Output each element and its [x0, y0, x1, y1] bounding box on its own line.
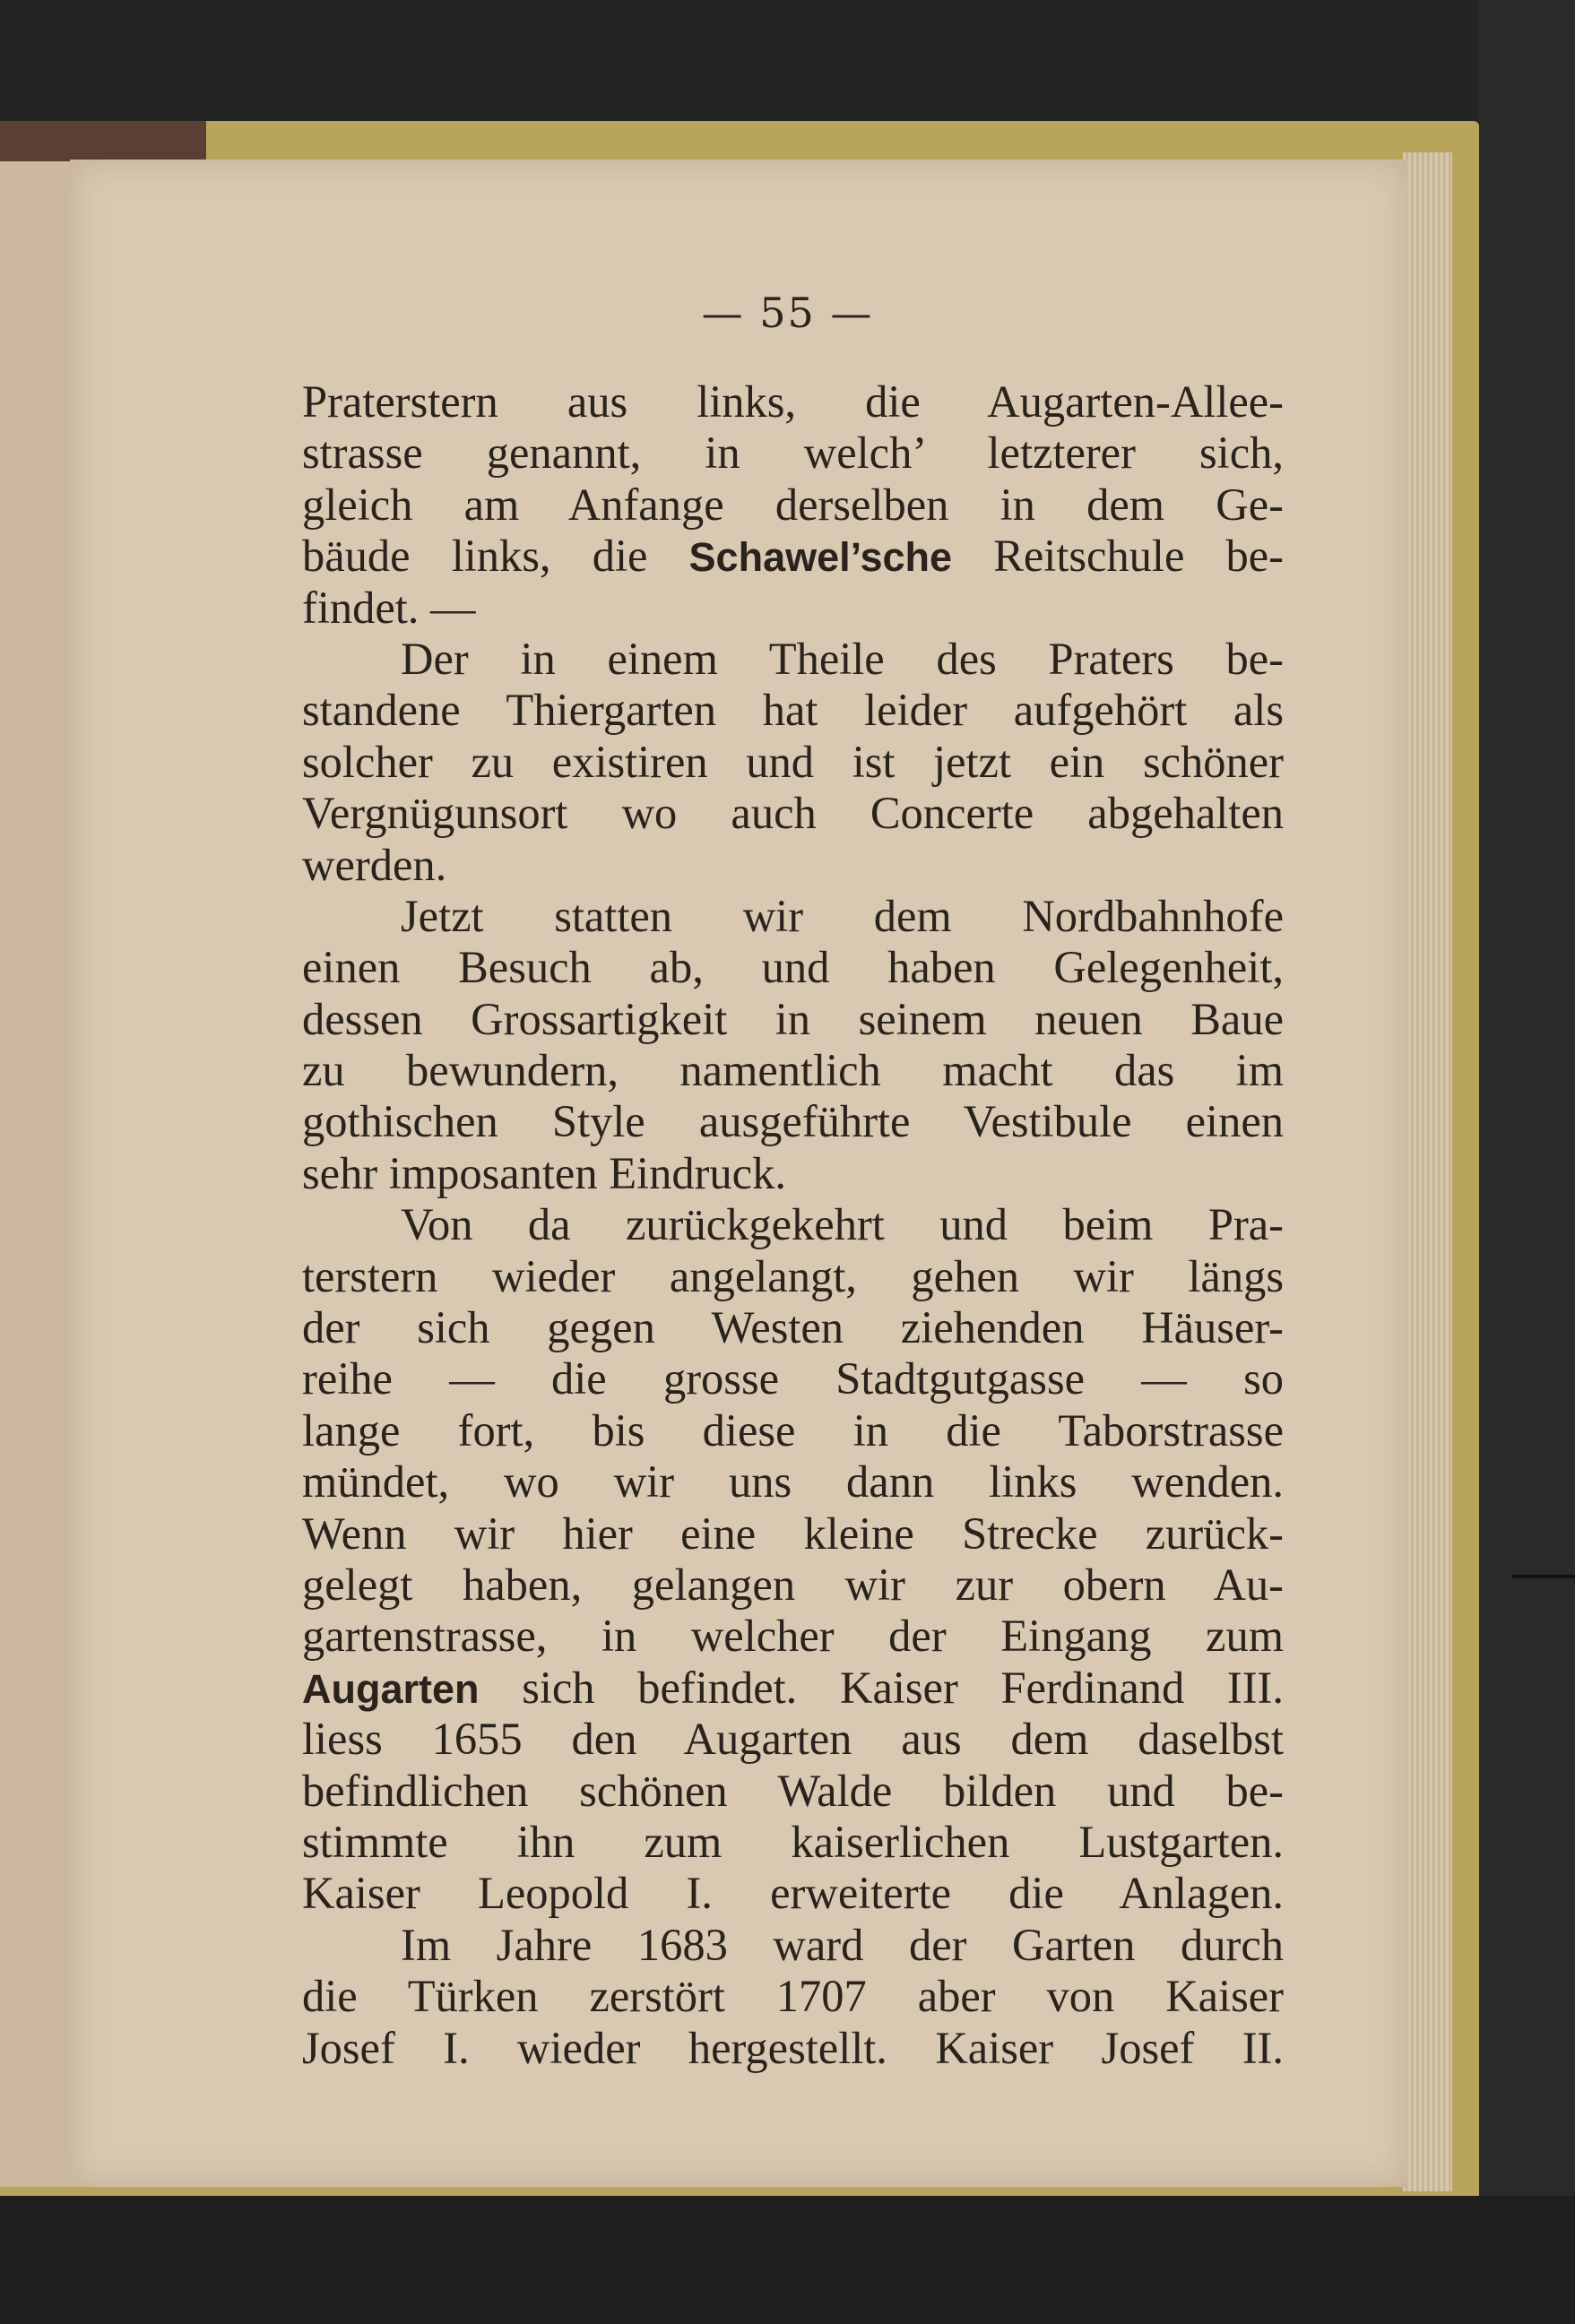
bold-name: Augarten: [302, 1665, 480, 1712]
body-text: [302, 376, 1284, 2074]
text-line: stimmte ihn zum kaiserlichen Lustgarten.: [302, 1816, 1284, 1867]
text-segment: bäude links, die: [302, 531, 689, 582]
text-line: die Türken zerstört 1707 aber von Kaiser: [302, 1971, 1284, 2022]
text-line: dessen Grossartigkeit in seinem neuen Baue: [302, 993, 1284, 1044]
text-line: Von da zurückgekehrt und beim Pra-: [401, 1199, 1284, 1250]
facing-page-edge: [0, 161, 72, 2187]
text-line: befindlichen schönen Walde bilden und be-: [302, 1765, 1284, 1816]
bold-name: Schawel’sche: [688, 534, 953, 581]
text-line: gelegt haben, gelangen wir zur obern Au-: [302, 1559, 1284, 1610]
background-bottom: [0, 2196, 1575, 2324]
text-line: Josef I. wieder hergestellt. Kaiser Josef II.: [302, 2022, 1284, 2073]
text-line: [302, 1663, 1284, 1714]
text-line: Vergnügunsort wo auch Concerte abgehalten: [302, 788, 1284, 839]
text-line: Der in einem Theile des Praters be-: [401, 633, 1284, 684]
text-line: solcher zu existiren und ist jetzt ein schöner: [302, 736, 1284, 787]
text-segment: sich befindet. Kaiser Ferdinand III.: [479, 1662, 1284, 1713]
text-line: gleich am Anfange derselben in dem Ge-: [302, 479, 1284, 530]
text-line: werden.: [302, 839, 447, 890]
text-line: Wenn wir hier eine kleine Strecke zurück-: [302, 1508, 1284, 1559]
text-line: liess 1655 den Augarten aus dem daselbst: [302, 1714, 1284, 1765]
text-line: zu bewundern, namentlich macht das im: [302, 1045, 1284, 1096]
text-line: reihe — die grosse Stadtgutgasse — so: [302, 1353, 1284, 1404]
scan-edge-mark: [1512, 1575, 1575, 1578]
text-line: [302, 531, 1284, 582]
text-line: einen Besuch ab, und haben Gelegenheit,: [302, 942, 1284, 993]
text-line: sehr imposanten Eindruck.: [302, 1147, 786, 1198]
text-line: der sich gegen Westen ziehenden Häuser-: [302, 1302, 1284, 1353]
text-line: strasse genannt, in welch’ letzterer sich,: [302, 428, 1284, 479]
text-line: terstern wieder angelangt, gehen wir längs: [302, 1250, 1284, 1301]
text-line: gartenstrasse, in welcher der Eingang zum: [302, 1611, 1284, 1662]
text-line: Jetzt statten wir dem Nordbahnhofe: [401, 890, 1284, 941]
text-line: gothischen Style ausgeführte Vestibule einen: [302, 1096, 1284, 1147]
page-number: — 55 —: [701, 289, 874, 337]
text-line: Im Jahre 1683 ward der Garten durch: [401, 1919, 1284, 1970]
page-block-edges: [1403, 152, 1452, 2191]
text-line: Praterstern aus links, die Augarten-Allee-: [302, 376, 1284, 427]
background-right: [1479, 0, 1575, 2324]
text-line: standene Thiergarten hat leider aufgehört als: [302, 685, 1284, 736]
text-line: mündet, wo wir uns dann links wenden.: [302, 1456, 1284, 1508]
text-line: lange fort, bis diese in die Taborstrasse: [302, 1404, 1284, 1456]
text-line: Kaiser Leopold I. erweiterte die Anlagen.: [302, 1868, 1284, 1919]
text-segment: Reitschule be-: [952, 531, 1284, 582]
text-line: findet. —: [302, 582, 476, 633]
